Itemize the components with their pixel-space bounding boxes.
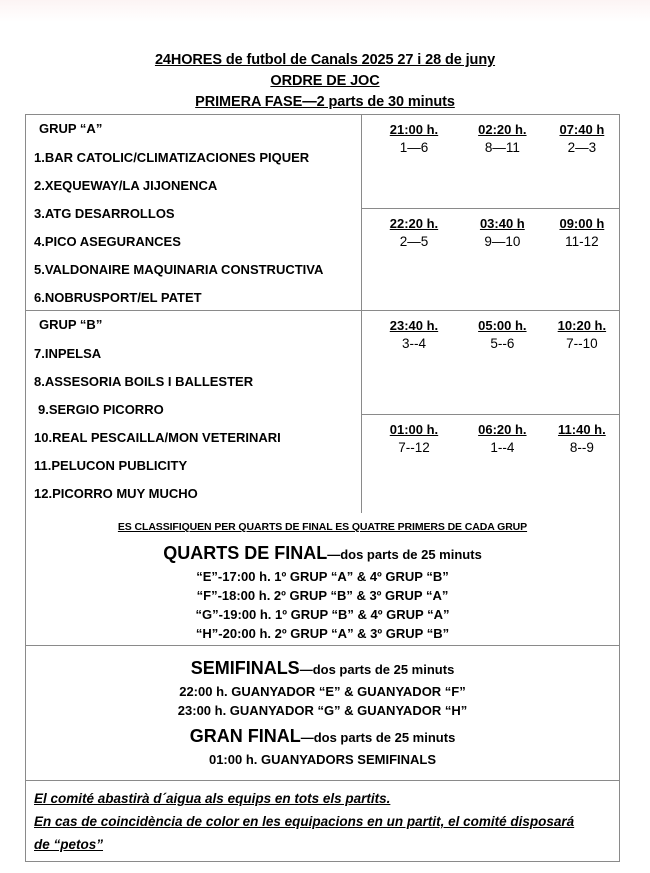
document-title-line-3: [0, 92, 650, 113]
kickoff-time: 21:00 h.: [389, 122, 439, 137]
groups-column: [26, 115, 362, 513]
semifinals-heading: [26, 646, 619, 682]
match-pairing: 1--4: [490, 440, 515, 455]
schedule-column: [362, 115, 619, 513]
match-pairing: 8—11: [484, 140, 520, 155]
kickoff-time: 23:40 h.: [389, 318, 439, 333]
schedule-slot: [368, 121, 460, 157]
schedule-row: [362, 415, 619, 513]
match-pairing: 3--4: [401, 336, 426, 351]
note-line: [26, 833, 619, 856]
group-b-label: GRUP “B”: [39, 317, 103, 332]
team-row: 10.REAL PESCAILLA/MON VETERINARI: [34, 430, 281, 445]
final-heading-sub: —dos parts de 25 minuts: [300, 730, 456, 745]
note-text: de “petos”: [34, 837, 104, 852]
schedule-slot: [368, 317, 460, 353]
schedule-row: [362, 115, 619, 209]
semifinals-final-section: [26, 646, 619, 781]
schedule-row: [362, 209, 619, 311]
quarterfinal-match: “F”-18:00 h. 2º GRUP “B” & 3º GRUP “A”: [196, 588, 449, 603]
kickoff-time: 05:00 h.: [478, 318, 527, 333]
notes-section: [26, 781, 619, 860]
semifinals-heading-sub: —dos parts de 25 minuts: [299, 662, 455, 677]
classification-note: ES CLASSIFIQUEN PER QUARTS DE FINAL ES QUATRE PRIMERS DE CADA GRUP: [117, 521, 528, 533]
semifinal-match: 22:00 h. GUANYADOR “E” & GUANYADOR “F”: [179, 684, 466, 699]
document-subtitle-text: ORDRE DE JOC: [270, 73, 380, 89]
kickoff-time: 11:40 h.: [558, 422, 606, 437]
kickoff-time: 02:20 h.: [478, 122, 527, 137]
schedule-slot: [545, 317, 619, 353]
schedule-times: [362, 311, 619, 353]
match-pairing: 9—10: [484, 234, 521, 249]
document-title-line-1: [0, 50, 650, 71]
kickoff-time: 03:40 h: [479, 216, 525, 231]
match-pairing: 7--12: [398, 440, 430, 455]
kickoff-time: 09:00 h: [559, 216, 605, 231]
quarterfinal-match: “H”-20:00 h. 2º GRUP “A” & 3º GRUP “B”: [195, 626, 450, 641]
semifinal-match: 23:00 h. GUANYADOR “G” & GUANYADOR “H”: [177, 703, 468, 718]
quarterfinal-match: “E”-17:00 h. 1º GRUP “A” & 4º GRUP “B”: [196, 569, 449, 584]
kickoff-time: 22:20 h.: [389, 216, 439, 231]
schedule-times: [362, 209, 619, 251]
team-row: 11.PELUCON PUBLICITY: [34, 458, 188, 473]
phase-one-header-text: PRIMERA FASE—2 parts de 30 minuts: [195, 94, 455, 110]
schedule-row: [362, 311, 619, 415]
note-text: En cas de coincidència de color en les equipacions en un partit, el comité disposará: [34, 814, 575, 829]
semifinals-heading-main: SEMIFINALS: [190, 658, 300, 678]
phase-one-section: [26, 115, 619, 513]
schedule-slot: [545, 215, 619, 251]
schedule-slot: [368, 215, 460, 251]
schedule-slot: [460, 421, 545, 457]
note-text: El comité abastirà d´aigua als equips en tots els partits.: [34, 791, 391, 806]
group-b-block: [26, 311, 361, 513]
final-heading-main: GRAN FINAL: [189, 726, 301, 746]
kickoff-time: 07:40 h: [559, 122, 605, 137]
match-pairing: 2—5: [399, 234, 429, 249]
group-a-block: [26, 115, 361, 311]
note-line: [26, 810, 619, 833]
note-line: [26, 781, 619, 810]
match-pairing: 1—6: [399, 140, 429, 155]
final-heading: [26, 720, 619, 750]
quarterfinals-heading: [26, 535, 619, 567]
schedule-table: [25, 114, 620, 862]
quarterfinals-section: [26, 513, 619, 646]
match-pairing: 5--6: [490, 336, 515, 351]
team-row: 12.PICORRO MUY MUCHO: [34, 486, 198, 501]
team-row: 4.PICO ASEGURANCES: [34, 234, 181, 249]
document-title-text: 24HORES de futbol de Canals 2025 27 i 28 de juny: [154, 52, 496, 68]
team-row: 3.ATG DESARROLLOS: [34, 206, 175, 221]
team-row: 5.VALDONAIRE MAQUINARIA CONSTRUCTIVA: [34, 262, 324, 277]
final-match: 01:00 h. GUANYADORS SEMIFINALS: [208, 752, 437, 767]
document-title-line-2: [0, 71, 650, 92]
team-row: 6.NOBRUSPORT/EL PATET: [34, 290, 202, 305]
group-a-label: GRUP “A”: [39, 121, 103, 136]
match-pairing: 11-12: [565, 234, 599, 249]
schedule-times: [362, 415, 619, 457]
team-row: 2.XEQUEWAY/LA JIJONENCA: [34, 178, 218, 193]
schedule-slot: [368, 421, 460, 457]
kickoff-time: 06:20 h.: [478, 422, 527, 437]
kickoff-time: 01:00 h.: [389, 422, 439, 437]
team-row: 7.INPELSA: [34, 346, 102, 361]
schedule-times: [362, 115, 619, 157]
schedule-slot: [545, 421, 619, 457]
team-row: 9.SERGIO PICORRO: [38, 402, 164, 417]
document-headings: [0, 50, 650, 113]
match-pairing: 7--10: [566, 336, 598, 351]
match-pairing: 8--9: [569, 440, 594, 455]
schedule-slot: [460, 215, 545, 251]
schedule-slot: [460, 317, 545, 353]
schedule-slot: [460, 121, 545, 157]
team-row: 1.BAR CATOLIC/CLIMATIZACIONES PIQUER: [34, 150, 310, 165]
kickoff-time: 10:20 h.: [557, 318, 607, 333]
quarterfinals-heading-sub: —dos parts de 25 minuts: [327, 547, 482, 562]
match-pairing: 2—3: [567, 140, 597, 155]
quarterfinal-match: “G”-19:00 h. 1º GRUP “B” & 4º GRUP “A”: [195, 607, 450, 622]
schedule-slot: [545, 121, 619, 157]
quarterfinals-heading-main: QUARTS DE FINAL: [163, 543, 328, 563]
team-row: 8.ASSESORIA BOILS I BALLESTER: [34, 374, 254, 389]
